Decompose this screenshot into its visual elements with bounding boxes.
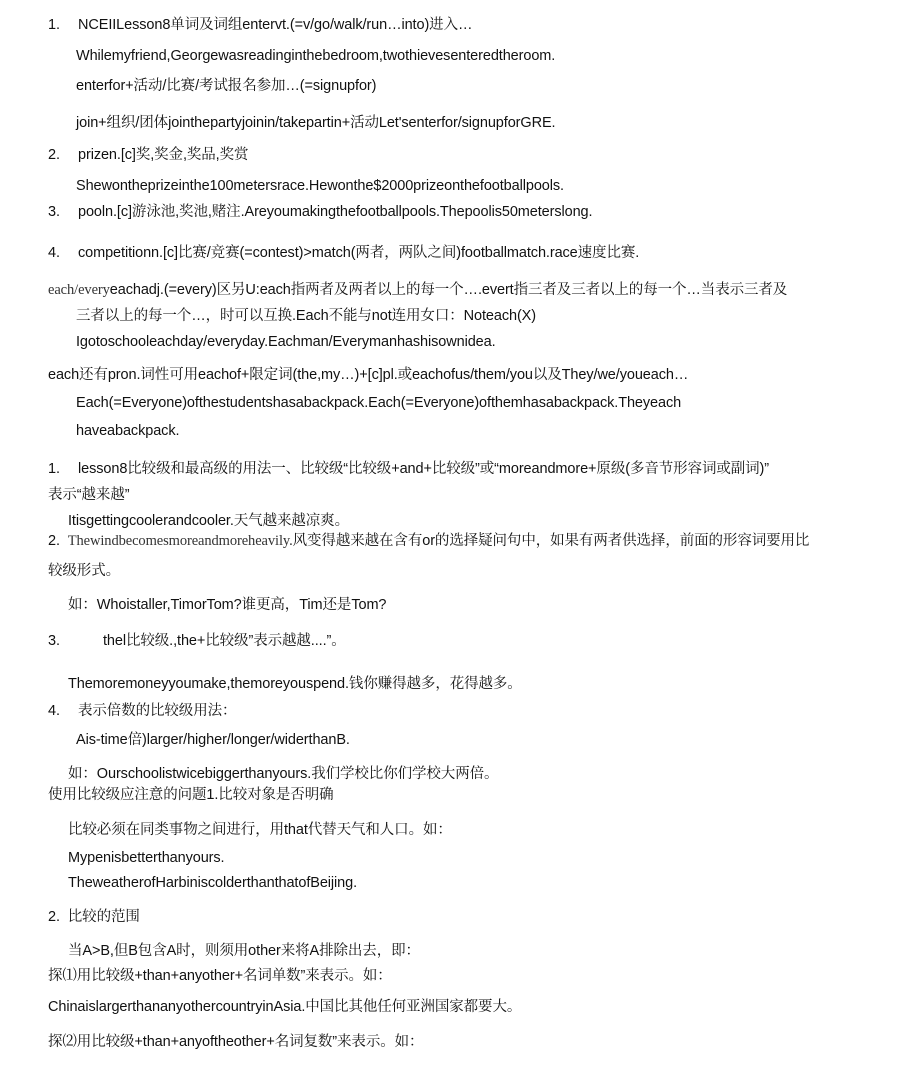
item-4-competition: 4. competitionn.[c]比赛/竞赛(=contest)>match(两者，两队之间)footballmatch.race速度比赛. (48, 245, 640, 261)
section-item-2: 2. 比较的范围 (48, 909, 140, 925)
rule-line: 探⑴用比较级+than+anyother+名词单数”来表示。如： (48, 968, 392, 984)
example-line: 如：Whoistaller,TimorTom?谁更高，Tim还是Tom? (68, 597, 387, 613)
comparative-item-4: 4. 表示倍数的比较级用法： (48, 703, 237, 719)
item-3-pool: 3. pooln.[c]游泳池,奖池,赌注.Areyoumakingthefootballpools.Thepoolis50meterslong. (48, 204, 593, 220)
example-line: enterfor+活动/比赛/考试报名参加…(=signupfor) (76, 78, 377, 94)
rule-line: 探⑵用比较级+than+anyoftheother+名词复数”来表示。如： (48, 1034, 424, 1050)
example-line: Shewontheprizeinthe100metersrace.Hewonthe$2000prizeonthefootballpools. (76, 178, 564, 194)
example-line: 如：Ourschoolistwicebiggerthanyours.我们学校比你们学校大两倍。 (68, 766, 499, 782)
example-line: Themoremoneyyoumake,themoreyouspend.钱你赚得越多，花得越多。 (68, 676, 522, 692)
example-line: TheweatherofHarbiniscolderthanthatofBeijing. (68, 875, 357, 891)
example-line: Each(=Everyone)ofthestudentshasabackpack.Each(=Everyone)ofthemhasabackpack.Theyeach (76, 395, 682, 411)
paragraph-line: 较级形式。 (48, 563, 120, 579)
example-line: Whilemyfriend,Georgewasreadinginthebedroom,twothievesenteredtheroom. (76, 48, 556, 64)
paragraph-line: each还有pron.词性可用eachof+限定词(the,my…)+[c]pl.或eachofus/them/you以及They/we/youeach… (48, 367, 689, 383)
item-1-enter: 1. NCEIILesson8单词及词组entervt.(=v/go/walk/run…into)进入… (48, 17, 473, 33)
example-line: Itisgettingcoolerandcooler.天气越来越凉爽。 (68, 513, 349, 529)
paragraph-line: 当A>B,但B包含A时，则须用other来将A排除出去，即： (68, 943, 420, 959)
example-line: Igotoschooleachday/everyday.Eachman/Everymanhashisownidea. (76, 334, 496, 350)
example-line: haveabackpack. (76, 423, 180, 439)
comparative-item-1: 1. lesson8比较级和最高级的用法一、比较级“比较级+and+比较级”或“moreandmore+原级(多音节形容词或副词)” (48, 461, 770, 477)
list-number: 4. (48, 703, 60, 719)
list-number: 2. (48, 909, 60, 925)
example-line: Mypenisbetterthanyours. (68, 850, 225, 866)
paragraph-line: 表示“越来越” (48, 487, 130, 503)
list-number: 2. (48, 147, 60, 163)
list-number: 3. (48, 633, 60, 649)
list-number: 3. (48, 204, 60, 220)
example-line: ChinaislargerthananyothercountryinAsia.中国比其他任何亚洲国家都要大。 (48, 999, 522, 1015)
item-2-prize: 2. prizen.[c]奖,奖金,奖品,奖赏 (48, 147, 249, 163)
comparative-item-3: 3. thel比较级.,the+比较级”表示越越....”。 (48, 633, 346, 649)
paragraph-line: 三者以上的每一个…，时可以互换.Each不能与not连用女口：Noteach(X) (76, 308, 536, 324)
paragraph-line: 比较必须在同类事物之间进行，用that代替天气和人口。如： (68, 822, 452, 838)
comparative-item-2: 2. Thewindbecomesmoreandmoreheavily.风变得越来越在含有or的选择疑问句中，如果有两者供选择，前面的形容词要用比 (48, 533, 810, 549)
list-number: 2. (48, 533, 60, 549)
each-every-heading: each/everyeachadj.(=every)区另U:each指两者及两者以上的每一个….evert指三者及三者以上的每一个…当表示三者及 (48, 282, 788, 298)
section-heading: 使用比较级应注意的问题1.比较对象是否明确 (48, 787, 334, 803)
list-number: 1. (48, 461, 60, 477)
list-number: 4. (48, 245, 60, 261)
list-number: 1. (48, 17, 60, 33)
example-line: Ais-time倍)larger/higher/longer/widerthanB. (76, 732, 350, 748)
example-line: join+组织/团体jointhepartyjoinin/takepartin+活动Let'senterfor/signupforGRE. (76, 115, 556, 131)
